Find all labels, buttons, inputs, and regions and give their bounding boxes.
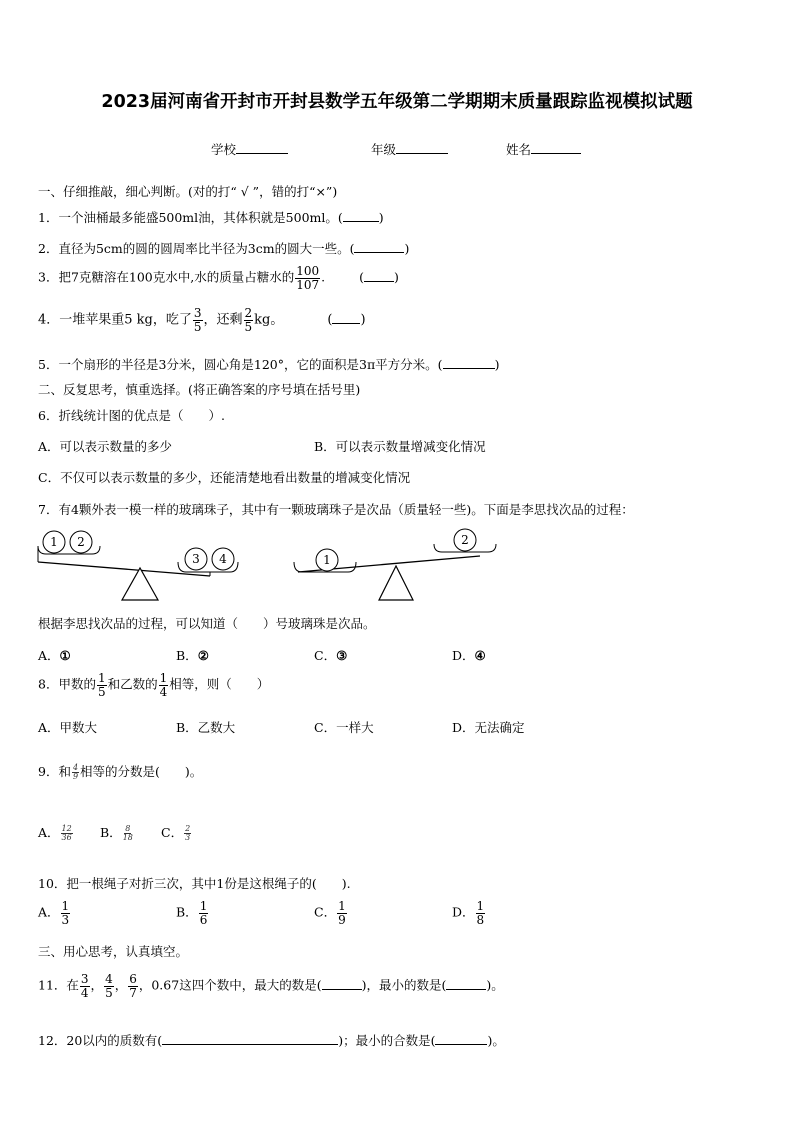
q8-fraction-2 (159, 672, 169, 698)
q11-fraction-3 (128, 973, 138, 999)
page-title: 2023届河南省开封市开封县数学五年级第二学期期末质量跟踪监视模拟试题 (101, 92, 693, 112)
q10-a-fraction (61, 900, 71, 926)
q11-fraction-1 (80, 973, 90, 999)
q11-sep-1: ， (90, 977, 104, 993)
q10-option-a[interactable] (38, 900, 71, 926)
ball-3-label: 3 (192, 552, 200, 566)
fulcrum-right (379, 566, 413, 600)
q9-c-numerator: 2 (185, 823, 191, 833)
question-1 (38, 208, 384, 226)
q11-f3-numerator: 6 (129, 972, 137, 986)
q9-pre: 9．和 (38, 764, 71, 779)
q7-d-label: D． (452, 648, 475, 663)
question-9 (38, 762, 202, 781)
q11-f2-denominator: 5 (105, 985, 113, 1000)
q10-b-fraction (199, 900, 209, 926)
q9-a-denominator: 36 (61, 833, 72, 842)
q10-a-denominator: 3 (61, 912, 70, 927)
question-12 (38, 1031, 505, 1049)
q5-close: ) (494, 357, 500, 372)
q9-b-numerator: 8 (125, 823, 131, 833)
q2-close: ) (404, 241, 410, 256)
q10-d-label: D． (452, 904, 475, 920)
q7-option-a[interactable] (38, 646, 71, 664)
q10-c-denominator: 9 (338, 912, 346, 927)
q9-b-label: B． (100, 825, 122, 840)
q3-text: 3．把7克糖溶在100克水中,水的质量占糖水的 (38, 269, 295, 285)
q10-d-numerator: 1 (476, 899, 485, 913)
ball-1-label: 1 (50, 535, 58, 549)
q9-b-fraction (123, 825, 133, 843)
grade-label: 年级 (371, 142, 397, 157)
q8-post: 相等，则（ ） (169, 676, 270, 692)
section-1-heading: 一、仔细推敲，细心判断。(对的打“ √ ”，错的打“×”) (38, 184, 338, 199)
q11-f2-numerator: 4 (105, 972, 113, 986)
q4-mid: ，还剩 (203, 312, 243, 328)
q3-numerator: 100 (296, 264, 320, 278)
q8-mid: 和乙数的 (107, 676, 158, 692)
q10-d-denominator: 8 (476, 912, 485, 927)
ball-2-second-label: 2 (461, 533, 469, 547)
q4-open: ( (327, 312, 333, 328)
q10-a-label: A． (38, 904, 60, 920)
q10-b-denominator: 6 (199, 912, 208, 927)
q7-b-value: ② (197, 648, 209, 663)
q11-mid2: )，最小的数是( (361, 977, 447, 993)
q8-f2-denominator: 4 (159, 684, 168, 699)
q11-min-blank[interactable] (446, 977, 486, 990)
q8-f1-denominator: 5 (97, 684, 106, 699)
beam-left (38, 562, 210, 576)
q5-text: 5．一个扇形的半径是3分米，圆心角是120°，它的面积是3π平方分米。( (38, 357, 443, 372)
q1-answer-blank[interactable] (343, 209, 379, 222)
q7-option-c[interactable] (314, 646, 347, 664)
section-2-heading: 二、反复思考，慎重选择。(将正确答案的序号填在括号里) (38, 382, 361, 397)
q9-a-label: A． (38, 825, 60, 840)
q11-f1-numerator: 3 (80, 972, 89, 986)
question-3 (38, 265, 399, 291)
q1-text: 1．一个油桶最多能盛500ml油，其体积就是500ml。( (38, 210, 343, 225)
q9-option-a[interactable] (38, 823, 74, 842)
school-field[interactable] (211, 140, 288, 158)
fulcrum-left (122, 568, 158, 600)
ball-4-label: 4 (219, 552, 227, 566)
q1-close: ) (378, 210, 384, 225)
q12-pre: 12．20以内的质数有( (38, 1033, 163, 1048)
q9-denominator: 9 (72, 772, 79, 781)
question-6: 6．折线统计图的优点是（ ）. (38, 408, 225, 423)
q11-max-blank[interactable] (322, 977, 362, 990)
q4-fraction-eaten (193, 307, 203, 333)
q3-close: ) (394, 269, 399, 285)
q8-option-b[interactable]: B．乙数大 (176, 720, 236, 735)
q7-c-value: ③ (336, 648, 348, 663)
question-4 (38, 307, 366, 333)
q9-a-numerator: 12 (61, 823, 72, 833)
ball-2-label: 2 (77, 535, 85, 549)
q4-f1-denominator: 5 (193, 319, 202, 334)
q10-c-label: C． (314, 904, 337, 920)
q9-c-label: C． (161, 825, 184, 840)
q6-option-c[interactable]: C．不仅可以表示数量的多少，还能清楚地看出数量的增减变化情况 (38, 470, 411, 485)
q4-close: ) (360, 312, 366, 328)
q3-denominator: 107 (296, 277, 320, 292)
q10-option-b[interactable] (176, 900, 209, 926)
q12-end: )。 (487, 1033, 505, 1048)
q4-answer-blank[interactable] (332, 311, 360, 324)
q8-fraction-1 (97, 672, 107, 698)
q7-option-d[interactable] (452, 646, 486, 664)
school-blank[interactable] (236, 141, 288, 154)
q9-fraction (72, 764, 79, 782)
q10-b-numerator: 1 (199, 899, 208, 913)
q4-text: 4．一堆苹果重5 kg，吃了 (38, 312, 192, 328)
q11-f1-denominator: 4 (80, 985, 89, 1000)
q10-b-label: B． (176, 904, 198, 920)
q8-f2-numerator: 1 (159, 671, 168, 685)
question-5 (38, 355, 499, 373)
school-label: 学校 (211, 142, 237, 157)
q10-c-fraction (337, 900, 347, 926)
grade-field[interactable] (371, 140, 448, 158)
q8-option-c[interactable]: C．一样大 (314, 720, 374, 735)
q4-fraction-left (244, 307, 254, 333)
q11-pre: 11．在 (38, 977, 79, 993)
q3-fraction (295, 265, 320, 291)
q11-mid: ，0.67这四个数中，最大的数是( (138, 977, 322, 993)
q9-c-fraction (184, 825, 191, 843)
q12-primes-blank[interactable] (162, 1032, 338, 1045)
q10-a-numerator: 1 (61, 899, 70, 913)
ball-1-second-label: 1 (323, 553, 331, 567)
q3-open: ( (359, 269, 365, 285)
q3-answer-blank[interactable] (364, 269, 394, 282)
q12-composite-blank[interactable] (435, 1032, 487, 1045)
q2-text: 2．直径为5cm的圆的圆周率比半径为3cm的圆大一些。( (38, 241, 355, 256)
balance-right (294, 529, 496, 600)
name-blank[interactable] (531, 141, 581, 154)
q11-end: )。 (486, 977, 504, 993)
q4-f1-numerator: 3 (193, 306, 202, 320)
balance-left (38, 531, 238, 600)
q7-a-label: A． (38, 648, 60, 663)
q5-answer-blank[interactable] (443, 356, 495, 369)
q2-answer-blank[interactable] (354, 240, 404, 253)
section-3-heading: 三、用心思考，认真填空。 (38, 944, 189, 959)
q7-option-b[interactable] (176, 646, 209, 664)
q8-option-d[interactable]: D．无法确定 (452, 720, 525, 735)
question-8 (38, 672, 269, 698)
q7-a-value: ① (59, 648, 71, 663)
q8-option-a[interactable]: A．甲数大 (38, 720, 98, 735)
q11-fraction-2 (104, 973, 114, 999)
q9-option-c[interactable] (161, 823, 192, 842)
q11-sep-2: ， (114, 977, 128, 993)
grade-blank[interactable] (396, 141, 448, 154)
q11-f3-denominator: 7 (129, 985, 137, 1000)
q7-b-label: B． (176, 648, 198, 663)
q7-answer-text: 根据李思找次品的过程，可以知道（ ）号玻璃珠是次品。 (38, 616, 376, 631)
name-label: 姓名 (506, 142, 532, 157)
q9-option-b[interactable] (100, 823, 134, 842)
q6-option-a[interactable]: A．可以表示数量的多少 (38, 439, 173, 454)
q3-period: . (321, 269, 326, 285)
q12-mid: )；最小的合数是( (338, 1033, 436, 1048)
question-2 (38, 239, 409, 257)
q9-c-denominator: 3 (185, 833, 191, 842)
q7-d-value: ④ (474, 648, 486, 663)
q7-c-label: C． (314, 648, 337, 663)
q9-numerator: 4 (72, 762, 79, 772)
q4-f2-denominator: 5 (244, 319, 253, 334)
q8-f1-numerator: 1 (97, 671, 106, 685)
name-field[interactable] (506, 140, 581, 158)
q10-option-c[interactable] (314, 900, 348, 926)
q10-d-fraction (476, 900, 486, 926)
q9-a-fraction (61, 825, 73, 843)
q8-pre: 8．甲数的 (38, 676, 96, 692)
question-11 (38, 973, 504, 999)
q10-option-d[interactable] (452, 900, 486, 926)
q9-b-denominator: 18 (122, 833, 133, 842)
q4-f2-numerator: 2 (244, 306, 253, 320)
q10-c-numerator: 1 (338, 899, 346, 913)
q4-unit: kg。 (254, 312, 284, 328)
q6-option-b[interactable]: B．可以表示数量增减变化情况 (314, 439, 486, 454)
q9-post: 相等的分数是( )。 (80, 764, 203, 779)
question-7: 7．有4颗外表一模一样的玻璃珠子，其中有一颗玻璃珠子是次品（质量轻一些)。下面是李思找次品的过程： (38, 502, 634, 517)
balance-diagram (30, 526, 510, 606)
question-10: 10．把一根绳子对折三次，其中1份是这根绳子的( ). (38, 876, 351, 891)
